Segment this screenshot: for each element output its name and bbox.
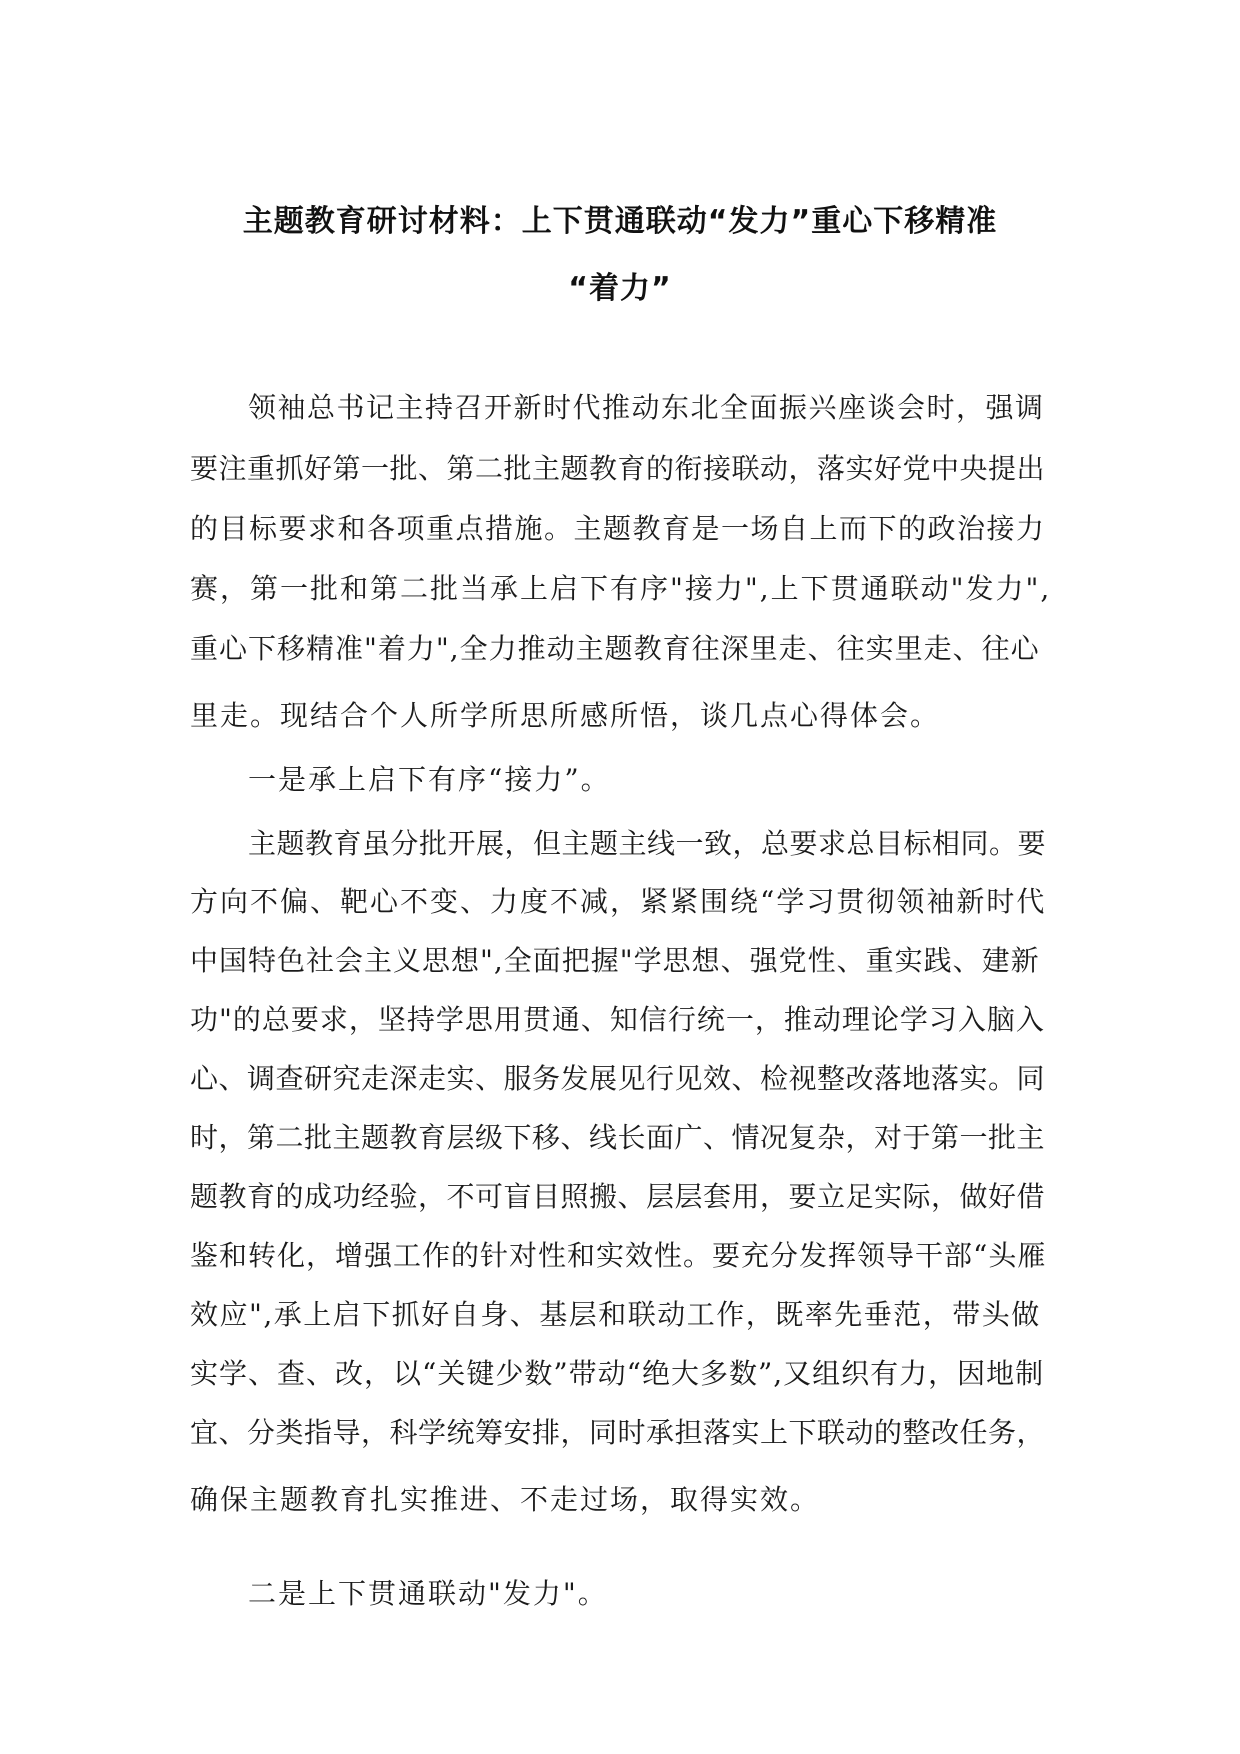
document-title-line-2: “着力”: [568, 271, 672, 306]
paragraph-2-line-4: 功"的总要求，坚持学思用贯通、知信行统一，推动理论学习入脑入: [190, 1003, 1045, 1036]
paragraph-2-line-10: 实学、查、改，以“关键少数”带动“绝大多数”,又组织有力，因地制: [190, 1357, 1045, 1390]
paragraph-2-line-12: 确保主题教育扎实推进、不走过场，取得实效。: [190, 1483, 821, 1516]
paragraph-2-line-5: 心、调查研究走深走实、服务发展见行见效、检视整改落地落实。同: [190, 1062, 1046, 1095]
paragraph-2-line-7: 题教育的成功经验，不可盲目照搬、层层套用，要立足实际，做好借: [190, 1180, 1046, 1213]
paragraph-1-line-3: 的目标要求和各项重点措施。主题教育是一场自上而下的政治接力: [190, 512, 1046, 545]
paragraph-2-line-6: 时，第二批主题教育层级下移、线长面广、情况复杂，对于第一批主: [190, 1121, 1046, 1154]
paragraph-1-line-2: 要注重抓好第一批、第二批主题教育的衔接联动，落实好党中央提出: [190, 452, 1046, 485]
section-heading-1: 一是承上启下有序“接力”。: [248, 763, 611, 796]
paragraph-2-line-1: 主题教育虽分批开展，但主题主线一致，总要求总目标相同。要: [248, 827, 1047, 860]
section-heading-2: 二是上下贯通联动"发力"。: [248, 1577, 608, 1610]
paragraph-1-line-6: 里走。现结合个人所学所思所感所悟，谈几点心得体会。: [190, 699, 941, 732]
paragraph-2-line-2: 方向不偏、靶心不变、力度不减，紧紧围绕“学习贯彻领袖新时代: [190, 885, 1047, 918]
paragraph-1-line-4: 赛，第一批和第二批当承上启下有序"接力",上下贯通联动"发力",: [190, 572, 1052, 605]
paragraph-2-line-8: 鉴和转化，增强工作的针对性和实效性。要充分发挥领导干部“头雁: [190, 1239, 1047, 1272]
paragraph-1-line-5: 重心下移精准"着力",全力推动主题教育往深里走、往实里走、往心: [190, 632, 1040, 665]
document-title-line-1: 主题教育研讨材料：上下贯通联动“发力”重心下移精准: [242, 204, 998, 239]
paragraph-2-line-11: 宜、分类指导，科学统筹安排，同时承担落实上下联动的整改任务，: [190, 1416, 1046, 1449]
paragraph-1-line-1: 领袖总书记主持召开新时代推动东北全面振兴座谈会时，强调: [248, 391, 1045, 424]
paragraph-2-line-9: 效应",承上启下抓好自身、基层和联动工作，既率先垂范，带头做: [190, 1298, 1041, 1331]
paragraph-2-line-3: 中国特色社会主义思想",全面把握"学思想、强党性、重实践、建新: [190, 944, 1040, 977]
